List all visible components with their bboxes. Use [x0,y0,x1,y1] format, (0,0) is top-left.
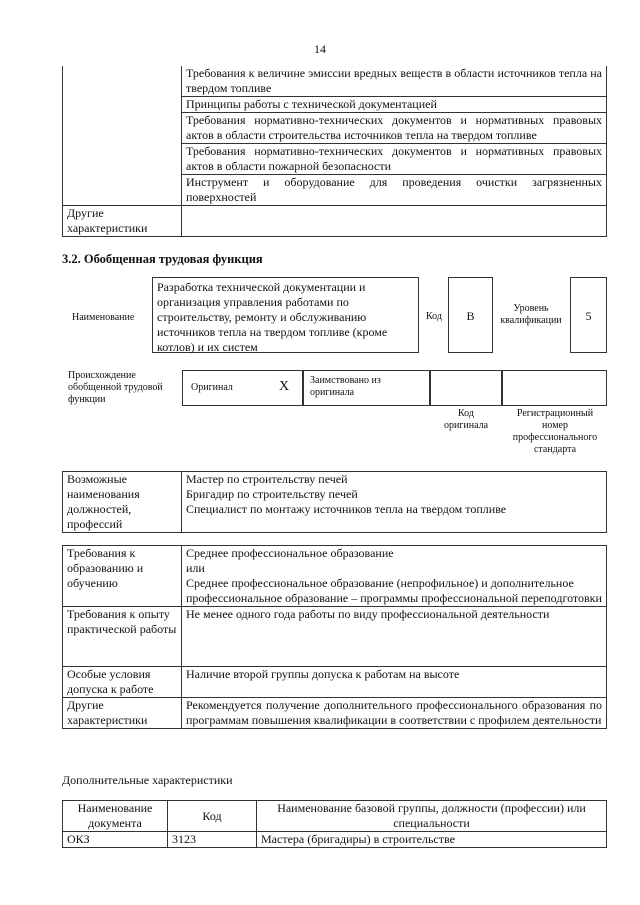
knowledge-item: Требования к величине эмиссии вредных веществ в области источников тепла на твердом топливе [182,66,607,97]
col-code-header: Код [168,801,257,832]
function-name-box: Разработка технической документации и организация управления работами по строительству, ремонту и обслуживанию источников тепла на твердом топливе (кроме котлов) и их систем [152,277,419,353]
reg-number-label: Регистрационный номер профессионального стандарта [512,408,598,455]
section-title: 3.2. Обобщенная трудовая функция [62,252,263,266]
other-characteristics-label: Другие характеристики [63,206,182,237]
positions-table [62,471,607,533]
borrowed-box: Заимствовано из оригинала [303,370,430,406]
experience-value: Не менее одного года работы по виду профессиональной деятельности [182,607,607,667]
origin-label: Происхождение обобщенной трудовой функции [68,370,163,405]
position-item: Бригадир по строительству печей [186,487,358,501]
experience-label: Требования к опыту практической работы [63,607,182,667]
row-name: Мастера (бригадиры) в строительстве [257,832,607,848]
additional-title: Дополнительные характеристики [62,773,233,787]
other-characteristics-value [182,206,607,237]
knowledge-item: Инструмент и оборудование для проведения очистки загрязненных поверхностей [182,175,607,206]
education-line: или [186,561,205,575]
level-label: Уровень квалификации [500,303,562,326]
knowledge-item: Требования нормативно-технических документов и нормативных правовых актов в области строительства источников тепла на твердом топливе [182,113,607,144]
education-line: Среднее профессиональное образование (непрофильное) и дополнительное профессиональное образование – программы профессиональной переподготовки [186,576,602,605]
knowledge-table [62,66,607,237]
empty-label-cell [63,66,182,206]
other-value: Рекомендуется получение дополнительного профессионального образования по программам повышения квалификации в соответствии с профилем деятельности [182,698,607,729]
positions-list [182,472,607,533]
conditions-label: Особые условия допуска к работе [63,667,182,698]
positions-label: Возможные наименования должностей, профессий [63,472,182,533]
table-row [63,832,607,848]
col-name-header: Наименование базовой группы, должности (профессии) или специальности [257,801,607,832]
code-original-box [430,370,502,406]
education-label: Требования к образованию и обучению [63,546,182,607]
education-value [182,546,607,607]
knowledge-item: Требования нормативно-технических документов и нормативных правовых актов в области пожарной безопасности [182,144,607,175]
code-value-box: B [448,277,493,353]
requirements-table [62,545,607,729]
position-item: Мастер по строительству печей [186,472,348,486]
name-label: Наименование [72,312,135,323]
position-item: Специалист по монтажу источников тепла на твердом топливе [186,502,507,516]
additional-table [62,800,607,848]
col-doc-header: Наименование документа [63,801,168,832]
level-value-box: 5 [570,277,607,353]
page-number: 14 [314,42,326,56]
original-mark: X [279,379,290,394]
conditions-value: Наличие второй группы допуска к работам на высоте [182,667,607,698]
row-code: 3123 [168,832,257,848]
code-original-label: Код оригинала [443,408,489,431]
original-label: Оригинал [191,382,233,393]
row-doc: ОКЗ [63,832,168,848]
other-label: Другие характеристики [63,698,182,729]
code-label: Код [426,311,442,322]
knowledge-item: Принципы работы с технической документацией [182,97,607,113]
education-line: Среднее профессиональное образование [186,546,394,560]
original-box [182,370,303,406]
reg-number-box [502,370,607,406]
